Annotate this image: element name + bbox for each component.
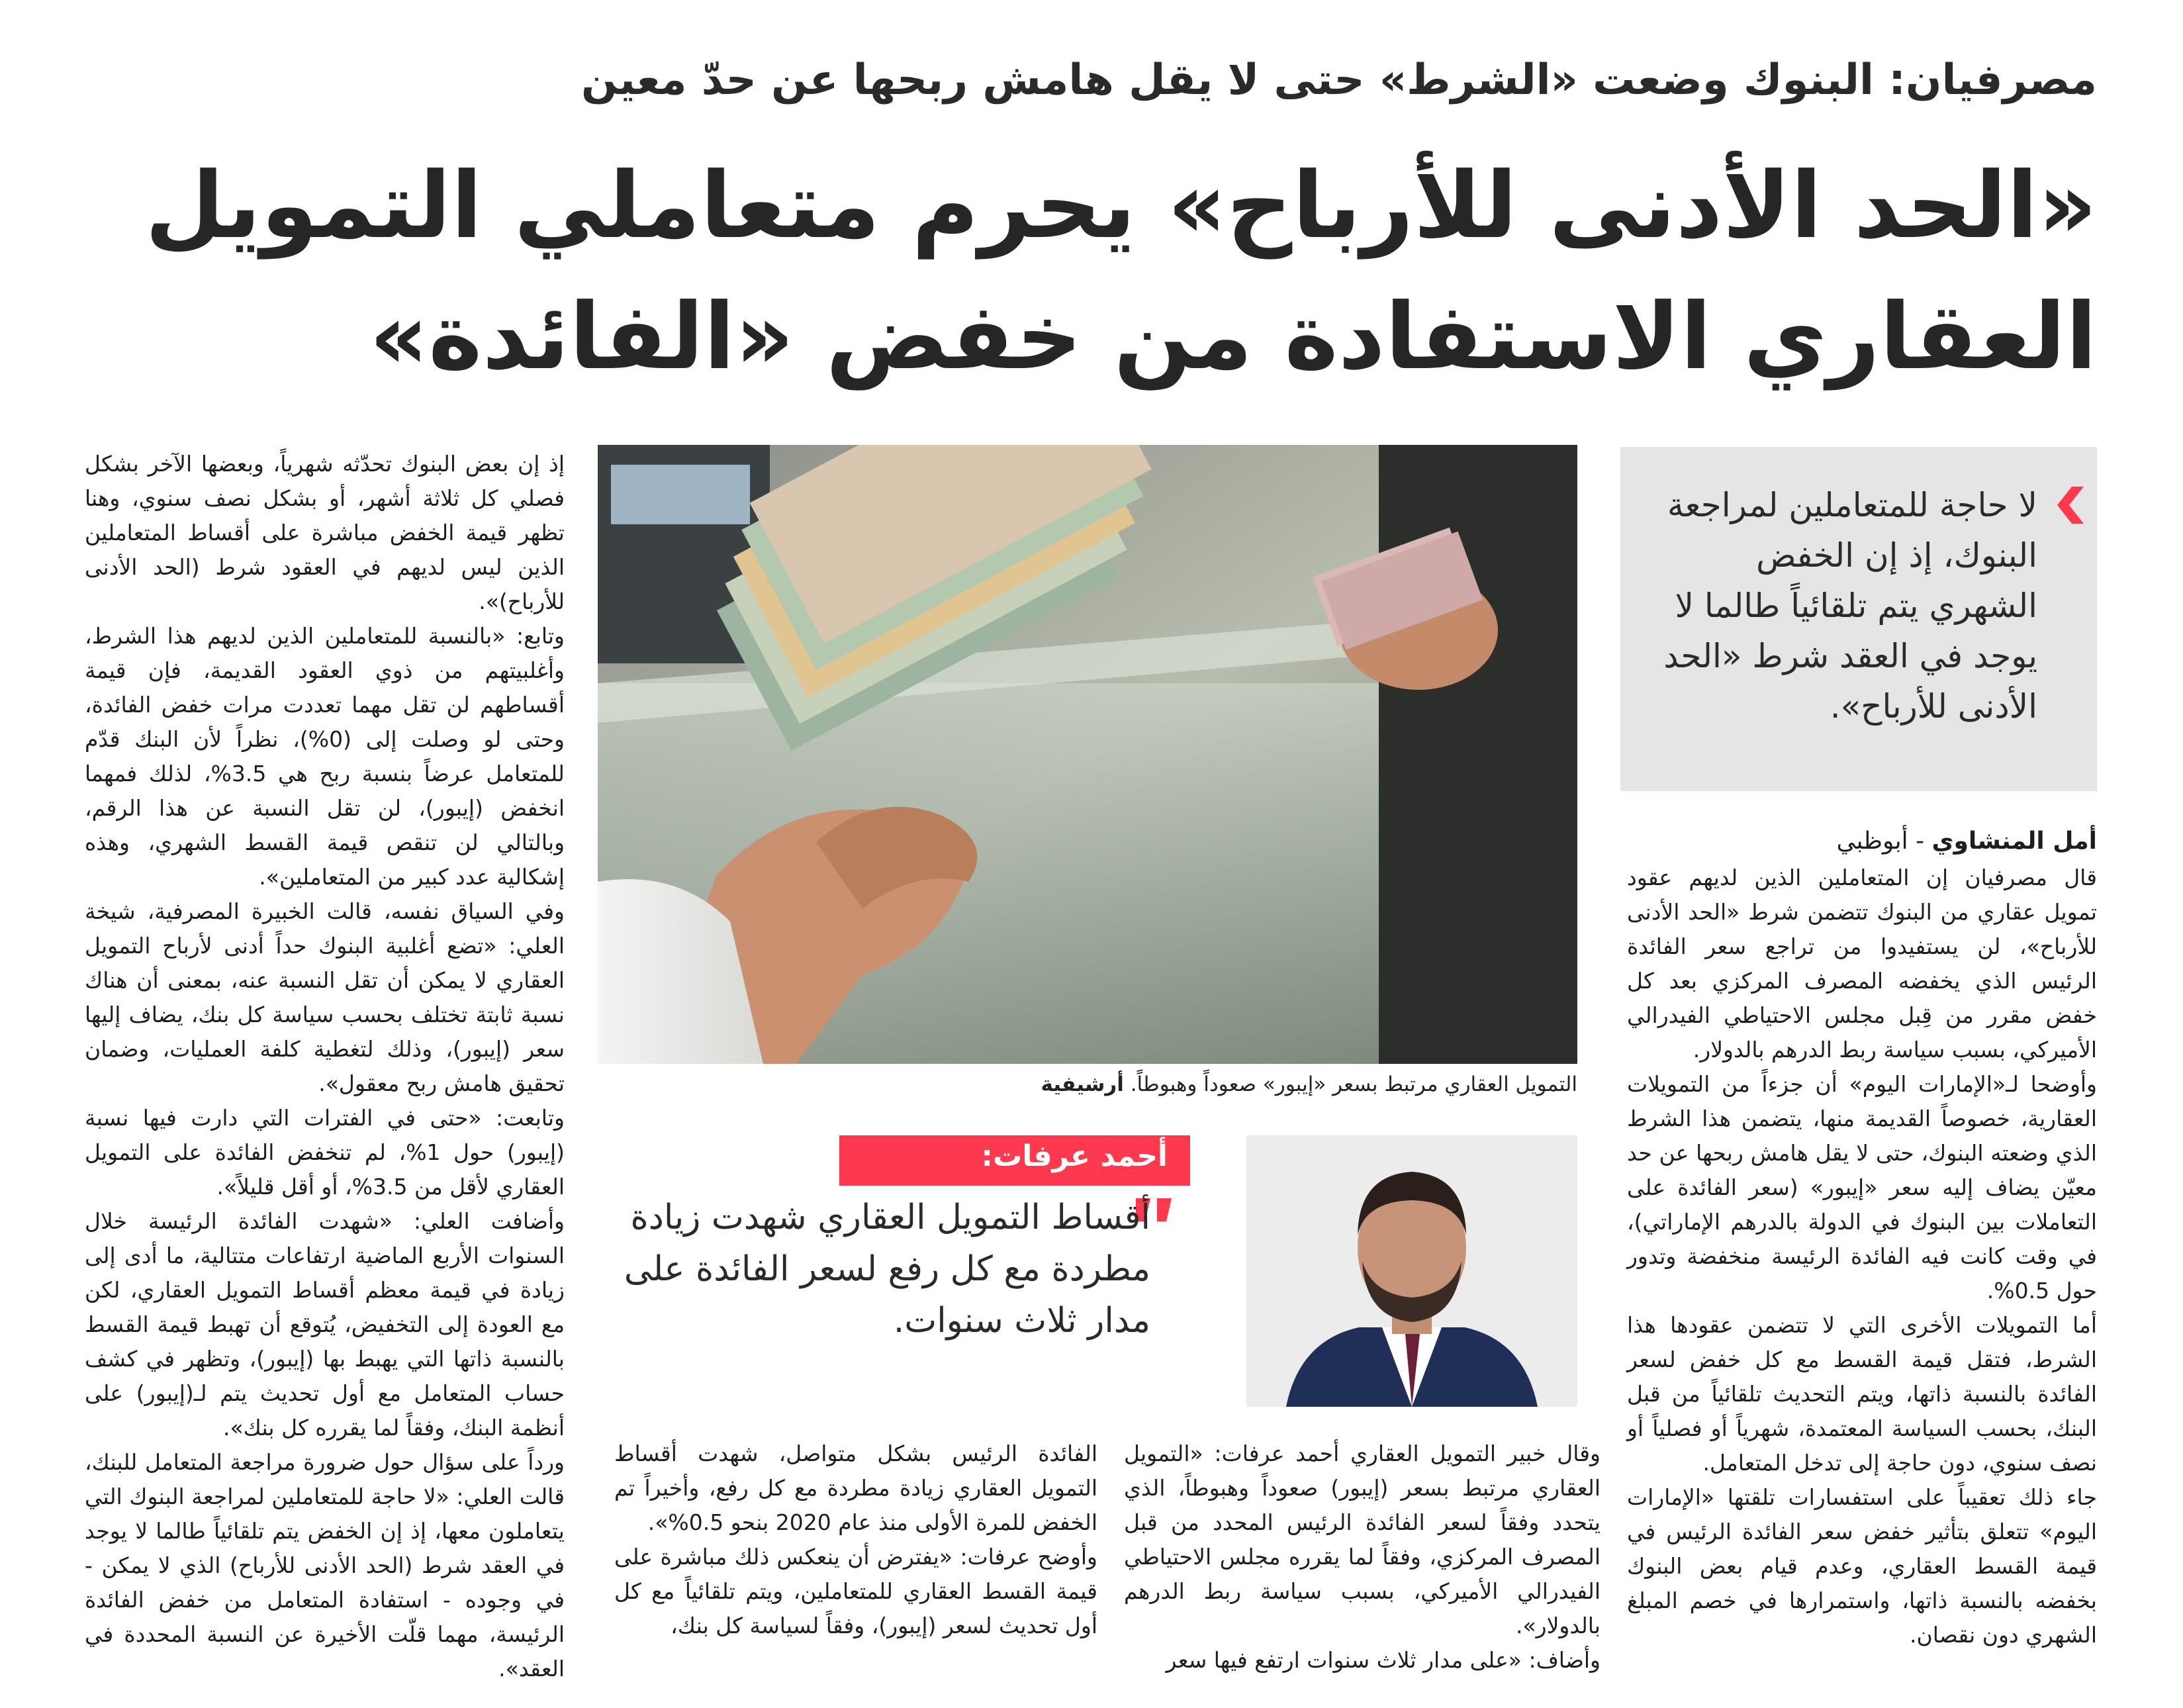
paragraph: وأوضح عرفات: «يفترض أن ينعكس ذلك مباشرة على قيمة القسط العقاري للمتعاملين، ويتم تلقائياً مع كل أول تحديث لسعر (إيبور)، وفقاً لسياسة كل بنك، [614, 1544, 1097, 1638]
paragraph: أما التمويلات الأخرى التي لا تتضمن عقودها هذا الشرط، فتقل قيمة القسط مع كل خفض لسعر الفائدة بالنسبة ذاتها، ويتم التحديث تلقائياً من قبل البنك، بحسب السياسة المعتمدة، شهرياً أو فصلياً أو نصف سنوي، دون حاجة إلى تدخل المتعامل. [1627, 1312, 2097, 1476]
pull-quote: أقساط التمويل العقاري شهدت زيادة مطردة مع كل رفع لسعر الفائدة على مدار ثلاث سنوات. [624, 1198, 1150, 1341]
paragraph: وأوضحا لـ«الإمارات اليوم» أن جزءاً من التمويلات العقارية، خصوصاً القديمة منها، يتضمن هذا الشرط الذي وضعته البنوك، حتى لا يقل هامش ربحها عن حد معيّن يضاف إليه سعر «إيبور» (سعر الفائدة على التعاملات بين البنوك في الدولة بالدرهم الإماراتي)، في وقت كانت فيه الفائدة الرئيسة منخفضة وتدور حول 0.5%. [1627, 1071, 2097, 1304]
paragraph: قال مصرفيان إن المتعاملين الذين لديهم عقود تمويل عقاري من البنوك تتضمن شرط «الحد الأدنى للأرباح»، لن يستفيدوا من تراجع سعر الفائدة الرئيس الذي يخفضه المصرف المركزي بعد كل خفض مقرر من قِبل مجلس الاحتياطي الفيدرالي الأميركي، بسبب سياسة ربط الدرهم بالدولار. [1627, 865, 2097, 1063]
portrait-photo [1246, 1135, 1577, 1407]
paragraph: جاء ذلك تعقيباً على استفسارات تلقتها «الإمارات اليوم» تتعلق بتأثير خفض سعر الفائدة الرئيس في قيمة القسط العقاري، وعدم قيام بعض البنوك بخفضه بالنسبة ذاتها، واستمرارها في خصم المبلغ الشهري دون نقصان. [1627, 1484, 2097, 1648]
photo-caption [598, 1072, 1577, 1096]
byline-location: أبوظبي [1836, 828, 1908, 855]
banknotes-illustration [598, 445, 1577, 1064]
article-column-3 [614, 1437, 1097, 1643]
paragraph: وتابعت: «حتى في الفترات التي دارت فيها نسبة (إيبور) حول 1%، لم تنخفض الفائدة على التمويل العقاري لأقل من 3.5%، أو أقل قليلاً». [85, 1105, 565, 1200]
headline-line-2: العقاري الاستفادة من خفض «الفائدة» [369, 283, 2097, 390]
headline-line-1: «الحد الأدنى للأرباح» يحرم متعاملي التمويل [145, 152, 2097, 259]
banknotes-photo [598, 445, 1577, 1064]
paragraph: الفائدة الرئيس بشكل متواصل، شهدت أقساط التمويل العقاري زيادة مطردة مع كل رفع، وأخيراً تم الخفض للمرة الأولى منذ عام 2020 بنحو 0.5%». [614, 1441, 1097, 1535]
byline [1627, 828, 2097, 855]
paragraph: وفي السياق نفسه، قالت الخبيرة المصرفية، شيخة العلي: «تضع أغلبية البنوك حداً أدنى لأرباح التمويل العقاري لا يمكن أن تقل النسبة عنه، بمعنى أن هناك نسبة ثابتة تختلف بحسب سياسة كل بنك، يضاف إليها سعر (إيبور)، وذلك لتغطية كلفة العمليات، وضمان تحقيق هامش ربح معقول». [85, 898, 565, 1096]
kicker: مصرفيان: البنوك وضعت «الشرط» حتى لا يقل هامش ربحها عن حدّ معين [581, 56, 2097, 105]
highlight-text: لا حاجة للمتعاملين لمراجعة البنوك، إذ إن الخفض الشهري يتم تلقائياً طالما لا يوجد في العقد شرط «الحد الأدنى للأرباح». [1663, 486, 2037, 726]
article-column-2 [1124, 1437, 1601, 1678]
paragraph: ورداً على سؤال حول ضرورة مراجعة المتعامل للبنك، قالت العلي: «لا حاجة للمتعاملين لمراجعة البنوك التي يتعاملون معها، إذ إن الخفض يتم تلقائياً طالما لا يوجد في العقد شرط (الحد الأدنى للأرباح) الذي لا يمكن - في وجوده - استفادة المتعامل من خفض الفائدة الرئيسة، مهما قلّت الأخيرة عن النسبة المحددة في العقد». [85, 1449, 565, 1682]
paragraph: وأضافت العلي: «شهدت الفائدة الرئيسة خلال السنوات الأربع الماضية ارتفاعات متتالية، ما أدى إلى زيادة في قيمة معظم أقساط التمويل العقاري، لكن مع العودة إلى التخفيض، يُتوقع أن تهبط قيمة القسط بالنسبة ذاتها التي يهبط بها (إيبور)، وتظهر في كشف حساب المتعامل مع أول تحديث يتم لـ(إيبور) على أنظمة البنك، وفقاً لما يقرره كل بنك». [85, 1208, 565, 1441]
article-column-4 [85, 447, 565, 1686]
highlight-box [1620, 447, 2097, 791]
byline-author: أمل المنشاوي [1931, 828, 2097, 855]
paragraph: وأضاف: «على مدار ثلاث سنوات ارتفع فيها سعر [1166, 1647, 1601, 1673]
chevron-left-icon [2057, 487, 2084, 524]
caption-text: التمويل العقاري مرتبط بسعر «إيبور» صعوداً وهبوطاً. [1123, 1072, 1577, 1096]
caption-credit: أرشيفية [1041, 1072, 1124, 1096]
paragraph: وقال خبير التمويل العقاري أحمد عرفات: «التمويل العقاري مرتبط بسعر (إيبور) صعوداً وهبوطاً، الذي يتحدد وفقاً لسعر الفائدة الرئيس المحدد من قبل المصرف المركزي، وفقاً لما يقرره مجلس الاحتياطي الفيدرالي الأميركي، بسبب سياسة ربط الدرهم بالدولار». [1124, 1441, 1601, 1638]
quote-name-tag: أحمد عرفات: [839, 1135, 1190, 1186]
paragraph: وتابع: «بالنسبة للمتعاملين الذين لديهم هذا الشرط، وأغلبيتهم من ذوي العقود القديمة، فإن قيمة أقساطهم لن تقل مهما تعددت مرات خفض الفائدة، وحتى لو وصلت إلى (0%)، نظراً لأن البنك قدّم للمتعامل عرضاً بنسبة ربح هي 3.5%، لذلك فمهما انخفض (إيبور)، لن تقل النسبة عن هذا الرقم، وبالتالي لن تنقص قيمة القسط الشهري، وهذه إشكالية عدد كبير من المتعاملين». [85, 623, 565, 890]
byline-separator: - [1908, 828, 1932, 855]
person-portrait-illustration [1246, 1135, 1577, 1407]
paragraph: إذ إن بعض البنوك تحدّثه شهرياً، وبعضها الآخر بشكل فصلي كل ثلاثة أشهر، أو بشكل نصف سنوي، وهنا تظهر قيمة الخفض مباشرة على أقساط المتعاملين الذين ليس لديهم في العقود شرط (الحد الأدنى للأرباح)». [85, 451, 565, 614]
article-column-1 [1627, 861, 2097, 1652]
